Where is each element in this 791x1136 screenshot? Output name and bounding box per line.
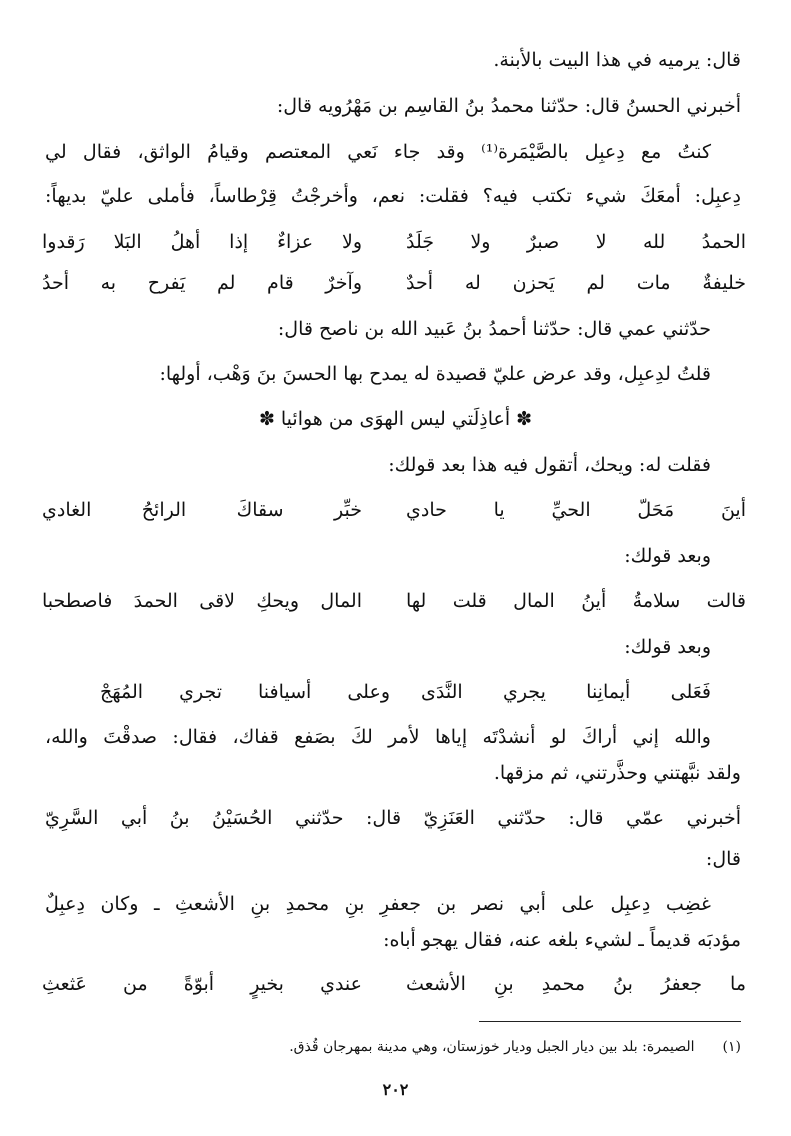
verse-6-second-hemistich: عندي بخيرٍ أبوّةً من عَثعثِ	[42, 973, 362, 995]
text-line-8: فقلت له: ويحك، أتقول فيه هذا بعد قولك:	[388, 454, 711, 476]
text-line-13: أخبرني عمّي قال: حدّثني العَنَزِيّ قال: حدّثني الحُسَيْنُ بنُ أبي السَّرِيّ	[45, 807, 741, 829]
verse-3-second-hemistich: خبِّر سقاكَ الرائحُ الغادي	[42, 499, 362, 521]
verse-1	[42, 229, 746, 255]
verse-2	[42, 270, 746, 296]
verse-6-first-hemistich: ما جعفرُ بنُ محمدِ بنِ الأشعث	[406, 973, 746, 995]
text-line-1: قال: يرميه في هذا البيت بالأبنة.	[493, 49, 741, 71]
verse-4-second-hemistich: المال ويحكِ لاقى الحمدَ فاصطحبا	[42, 590, 362, 612]
footnote-number: (١)	[722, 1039, 741, 1055]
opening-verse: ✽ أعاذِلَتي ليس الهوَى من هوائيا ✽	[258, 408, 533, 430]
text-line-6: قلتُ لدِعبِل، وقد عرض عليّ قصيدة له يمدح بها الحسنَ بنَ وَهْب، أولها:	[159, 363, 711, 385]
text-line-9: وبعد قولك:	[624, 545, 711, 567]
text-line-4: دِعبِل: أمعَكَ شيء تكتب فيه؟ فقلت: نعم، وأخرجْتُ قِرْطاساً، فأملى عليّ بديهاً:	[45, 185, 741, 207]
verse-1-second-hemistich: ولا عزاءٌ إذا أهلُ البَلا رَقدوا	[42, 231, 362, 253]
footnote-divider	[479, 1021, 741, 1022]
verse-6	[42, 971, 746, 997]
verse-5	[100, 679, 711, 705]
verse-5-second-hemistich: وعلى أسيافنا تجري المُهَجْ	[100, 681, 390, 703]
text-line-2: أخبرني الحسنُ قال: حدّثنا محمدُ بنُ القاسِم بن مَهْرُويه قال:	[276, 95, 741, 117]
footnote	[120, 1037, 741, 1057]
verse-3-first-hemistich: أينَ مَحَلّ الحيِّ يا حادي	[406, 499, 746, 521]
page-number: ٢٠٢	[382, 1080, 409, 1099]
text-line-3: كنتُ مع دِعبِل بالصَّيْمَرة⁽¹⁾ وقد جاء نَعي المعتصم وقيامُ الواثق، فقال لي	[45, 141, 711, 163]
text-line-16: مؤدبَه قديماً ـ لشيء بلغه عنه، فقال يهجو أباه:	[383, 929, 741, 951]
text-line-5: حدّثني عمي قال: حدّثنا أحمدُ بنُ عَبيد الله بن ناصح قال:	[277, 318, 711, 340]
text-line-11: والله إني أراكَ لو أنشدْتَه إياها لأمر لكَ بصَفع قفاك، فقال: صدقْتَ والله،	[45, 726, 711, 748]
verse-2-first-hemistich: خليفةٌ مات لم يَحزن له أحدٌ	[406, 272, 746, 294]
verse-5-first-hemistich: فَعَلى أيمانِنا يجري النَّدَى	[421, 681, 711, 703]
text-line-14: قال:	[705, 848, 741, 870]
verse-4	[42, 588, 746, 614]
text-line-10: وبعد قولك:	[624, 636, 711, 658]
text-line-15: غضِب دِعبِل على أبي نصر بن جعفرِ بنِ محمدِ بنِ الأشعثِ ـ وكان دِعبِلٌ	[45, 893, 711, 915]
verse-4-first-hemistich: قالت سلامةُ أينُ المال قلت لها	[406, 590, 746, 612]
text-line-12: ولقد نبَّهتني وحذَّرتني، ثم مزقها.	[493, 762, 741, 784]
verse-1-first-hemistich: الحمدُ لله لا صبرٌ ولا جَلَدُ	[406, 231, 746, 253]
verse-2-second-hemistich: وآخرٌ قام لم يَفرح به أحدُ	[42, 272, 362, 294]
verse-3	[42, 497, 746, 523]
footnote-text: الصيمرة: بلد بين ديار الجبل وديار خوزستان، وهي مدينة بمهرجان قُذق.	[289, 1039, 695, 1055]
